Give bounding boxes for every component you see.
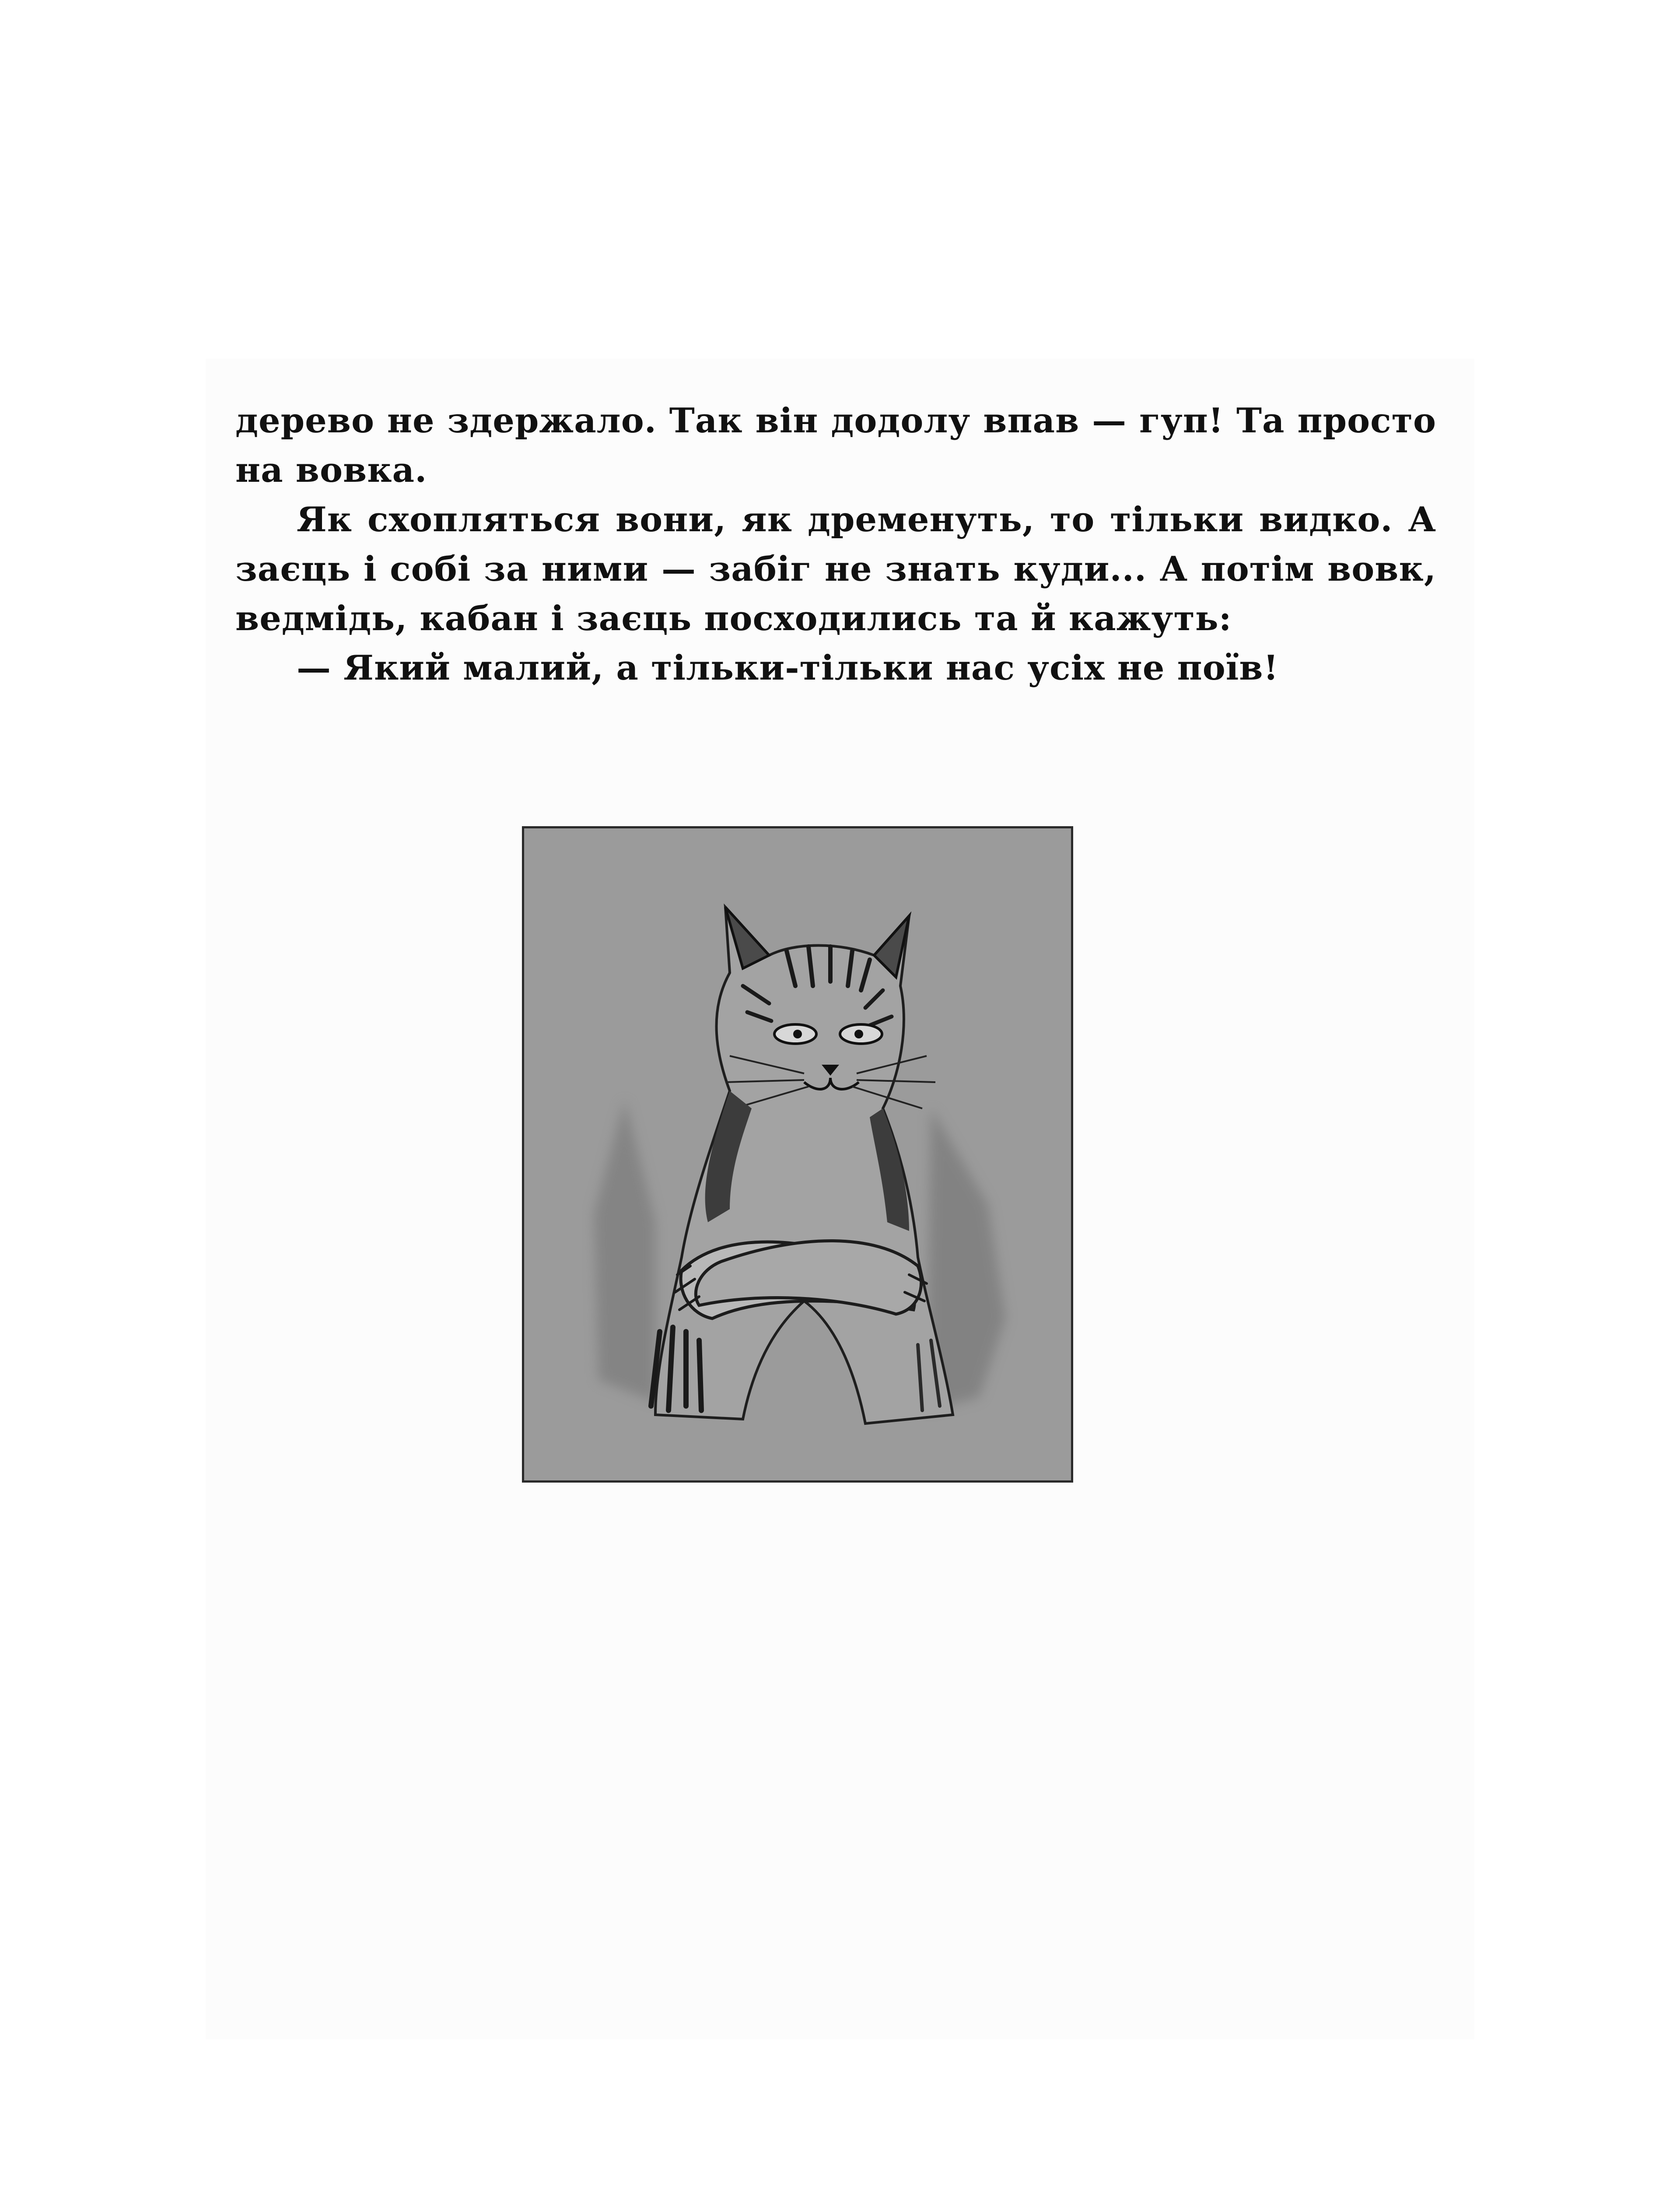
- cat-drawing-icon: [524, 828, 1071, 1480]
- paragraph-dialogue: — Який малий, а тільки-тільки нас усіх не поїв!: [297, 648, 1279, 688]
- paragraph-continuation: дерево не здержало. Так він додолу впав — гуп! Та просто на вовка.: [235, 401, 1436, 490]
- cat-illustration: [522, 826, 1073, 1483]
- story-text: [235, 396, 1436, 693]
- paragraph-escape: Як схопляться вони, як дременуть, то тільки видко. А заєць і собі за ними — забіг не знать куди... А потім вовк, ведмідь, кабан і заєць посходились та й кажуть:: [235, 500, 1436, 638]
